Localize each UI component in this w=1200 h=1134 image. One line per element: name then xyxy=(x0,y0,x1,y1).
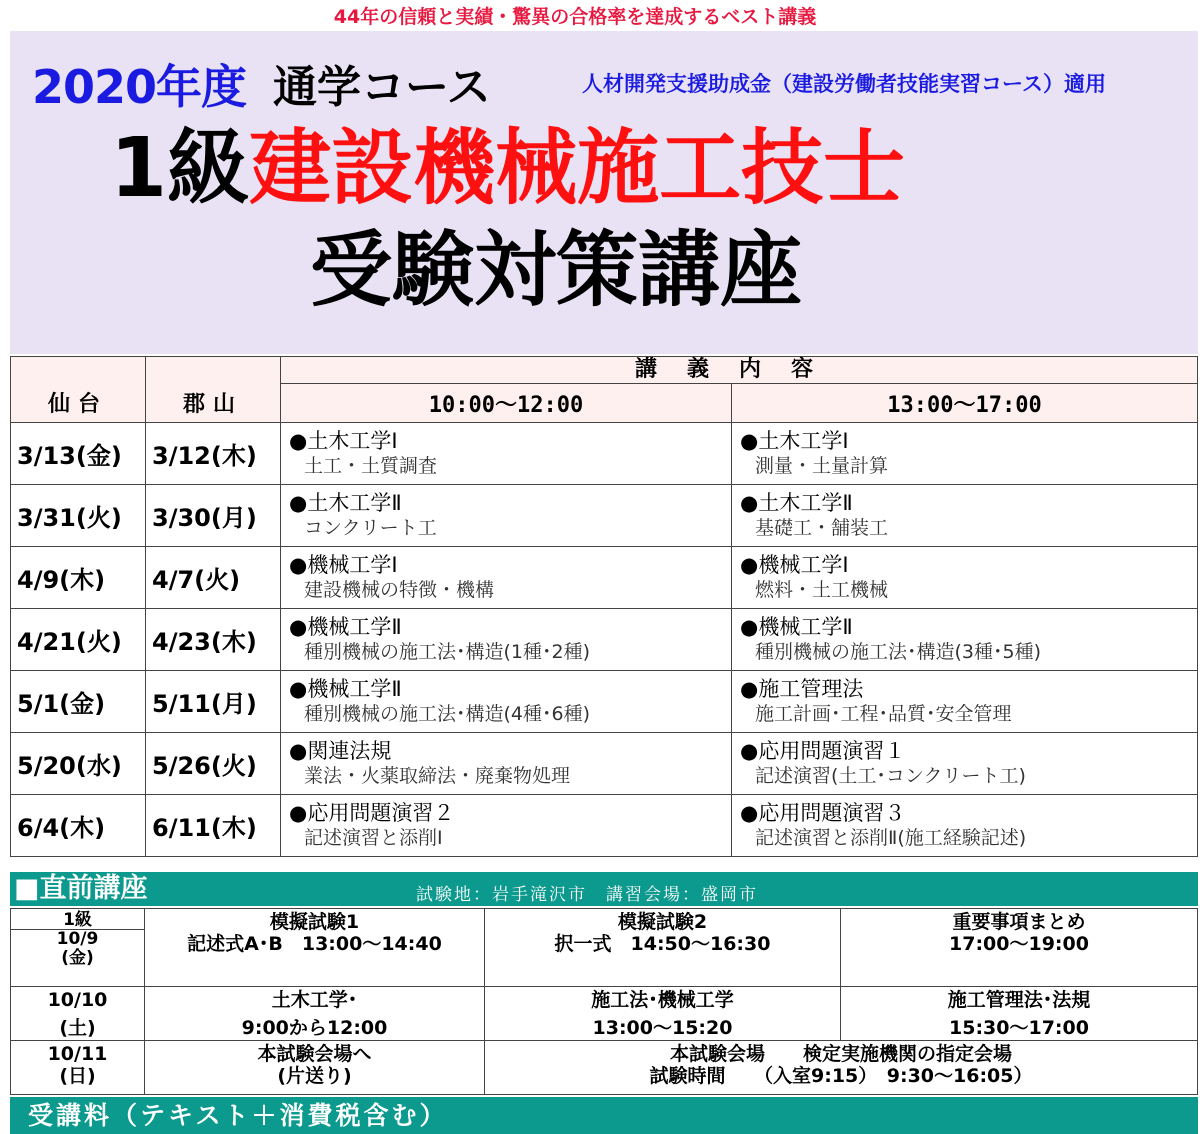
schedule-table xyxy=(10,356,1198,857)
date-text: 10/10 xyxy=(47,989,108,1011)
lecture-am xyxy=(281,547,732,609)
lecture-title: ●機械工学Ⅱ xyxy=(289,677,402,701)
pre-day3-date xyxy=(11,1041,145,1095)
lecture-am xyxy=(281,795,732,857)
lecture-title: ●関連法規 xyxy=(289,739,392,763)
schedule-row xyxy=(11,423,1198,485)
lecture-detail: 測量・土量計算 xyxy=(755,455,889,477)
lecture-title: ●土木工学Ⅱ xyxy=(740,491,853,515)
session-title: 模擬試験1 xyxy=(269,911,360,933)
lecture-title: ●機械工学Ⅰ xyxy=(740,553,849,577)
course-year: 2020年度 xyxy=(32,60,247,114)
session-title: 施工法･機械工学 xyxy=(591,989,734,1011)
main-title xyxy=(110,119,905,219)
pre-level: 1級 xyxy=(11,911,144,930)
date-koriyama: 5/11(月) xyxy=(146,671,281,733)
session-title: 土木工学･ xyxy=(271,989,358,1011)
date-sendai: 4/9(木) xyxy=(11,547,146,609)
session-title: 模擬試験2 xyxy=(617,911,708,933)
pre-day1-date-text: 10/9 xyxy=(56,929,99,949)
date-koriyama: 4/7(火) xyxy=(146,547,281,609)
dow-text: (土) xyxy=(59,1017,96,1039)
date-koriyama: 3/12(木) xyxy=(146,423,281,485)
date-text: 10/11 xyxy=(47,1043,108,1065)
date-sendai: 5/1(金) xyxy=(11,671,146,733)
lecture-am xyxy=(281,671,732,733)
date-koriyama: 3/30(月) xyxy=(146,485,281,547)
lecture-pm xyxy=(732,795,1198,857)
pre-course-table xyxy=(10,908,1198,1095)
lecture-detail: 建設機械の特徴・機構 xyxy=(304,579,495,601)
pre-day1-date xyxy=(11,909,145,987)
lecture-pm xyxy=(732,609,1198,671)
pre-day2-session2 xyxy=(485,987,841,1041)
lecture-title: ●応用問題演習３ xyxy=(740,801,906,825)
pre-day3-exam xyxy=(485,1041,1198,1095)
title-level: 1級 xyxy=(110,121,250,216)
lecture-title: ●応用問題演習２ xyxy=(289,801,455,825)
schedule-row xyxy=(11,609,1198,671)
lecture-title: ●機械工学Ⅱ xyxy=(289,615,402,639)
pre-day2-session3 xyxy=(841,987,1198,1041)
pre-day2-session1 xyxy=(145,987,485,1041)
title-qualification: 建設機械施工技士 xyxy=(249,121,906,216)
lecture-detail: 記述演習(土工･コンクリート工) xyxy=(755,765,1026,787)
col-sendai: 仙台 xyxy=(11,357,146,423)
exam-venue: 本試験会場 検定実施機関の指定会場 xyxy=(669,1043,1012,1065)
lecture-detail: 種別機械の施工法･構造(1種･2種) xyxy=(304,641,591,663)
lecture-title: ●機械工学Ⅱ xyxy=(740,615,853,639)
pre-day2-date xyxy=(11,987,145,1041)
lecture-detail: 業法・火薬取締法・廃棄物処理 xyxy=(304,765,571,787)
pre-course-bar xyxy=(10,872,1198,906)
date-sendai: 3/31(火) xyxy=(11,485,146,547)
title-course-name: 受験対策講座 xyxy=(310,223,803,318)
schedule-row xyxy=(11,485,1198,547)
pre-day1-session1 xyxy=(145,909,485,987)
lecture-detail: コンクリート工 xyxy=(304,517,437,539)
pre-course-location: 試験地：岩手滝沢市 講習会場：盛岡市 xyxy=(416,885,758,905)
lecture-am xyxy=(281,485,732,547)
col-content: 講義内容 xyxy=(281,357,1198,384)
lecture-am xyxy=(281,609,732,671)
lecture-title: ●施工管理法 xyxy=(740,677,864,701)
date-koriyama: 5/26(火) xyxy=(146,733,281,795)
session-title: 重要事項まとめ xyxy=(952,911,1086,933)
lecture-pm xyxy=(732,733,1198,795)
pre-day1-session3 xyxy=(841,909,1198,987)
course-type: 通学コース xyxy=(273,62,491,113)
time-am: 10:00～12:00 xyxy=(281,384,732,423)
date-sendai: 3/13(金) xyxy=(11,423,146,485)
lecture-title: ●機械工学Ⅰ xyxy=(289,553,398,577)
lecture-am xyxy=(281,423,732,485)
hero-banner xyxy=(10,31,1198,354)
exam-time: 試験時間 （入室9:15） 9:30～16:05） xyxy=(649,1065,1033,1087)
session-detail: 13:00～15:20 xyxy=(592,1017,733,1039)
session-detail: (片送り) xyxy=(277,1065,352,1087)
subsidy-note: 人材開発支援助成金（建設労働者技能実習コース）適用 xyxy=(582,72,1106,96)
lecture-pm xyxy=(732,423,1198,485)
lecture-detail: 種別機械の施工法･構造(4種･6種) xyxy=(304,703,591,725)
pre-day1-dow: (金) xyxy=(61,948,94,968)
time-pm: 13:00～17:00 xyxy=(732,384,1198,423)
lecture-detail: 基礎工・舗装工 xyxy=(755,517,889,539)
session-title: 施工管理法･法規 xyxy=(947,989,1091,1011)
lecture-detail: 燃料・土工機械 xyxy=(755,579,889,601)
date-sendai: 6/4(木) xyxy=(11,795,146,857)
dow-text: (日) xyxy=(59,1065,96,1087)
session-detail: 17:00～19:00 xyxy=(949,933,1089,955)
schedule-row xyxy=(11,795,1198,857)
lecture-pm xyxy=(732,671,1198,733)
date-koriyama: 6/11(木) xyxy=(146,795,281,857)
fee-label: 受講料（テキスト＋消費税含む） xyxy=(28,1101,448,1130)
session-detail: 15:30～17:00 xyxy=(949,1017,1089,1039)
lecture-title: ●土木工学Ⅰ xyxy=(740,429,849,453)
lecture-detail: 種別機械の施工法･構造(3種･5種) xyxy=(755,641,1042,663)
lecture-am xyxy=(281,733,732,795)
schedule-row xyxy=(11,671,1198,733)
pre-day3-session1 xyxy=(145,1041,485,1095)
lecture-pm xyxy=(732,485,1198,547)
date-sendai: 5/20(水) xyxy=(11,733,146,795)
tagline: 44年の信頼と実績・驚異の合格率を達成するベスト講義 xyxy=(333,6,817,28)
lecture-detail: 土工・土質調査 xyxy=(304,455,438,477)
schedule-row xyxy=(11,733,1198,795)
date-sendai: 4/21(火) xyxy=(11,609,146,671)
col-koriyama: 郡山 xyxy=(146,357,281,423)
session-title: 本試験会場へ xyxy=(257,1043,372,1065)
session-detail: 記述式A･B 13:00～14:40 xyxy=(187,933,442,955)
session-detail: 9:00から12:00 xyxy=(241,1017,388,1039)
lecture-title: ●応用問題演習１ xyxy=(740,739,906,763)
lecture-title: ●土木工学Ⅰ xyxy=(289,429,398,453)
schedule-row xyxy=(11,547,1198,609)
lecture-detail: 施工計画･工程･品質･安全管理 xyxy=(755,703,1012,725)
lecture-detail: 記述演習と添削Ⅰ xyxy=(304,827,443,849)
lecture-title: ●土木工学Ⅱ xyxy=(289,491,402,515)
pre-course-title: ■直前講座 xyxy=(14,873,148,904)
fee-bar xyxy=(10,1097,1198,1134)
session-detail: 択一式 14:50～16:30 xyxy=(554,933,771,955)
lecture-detail: 記述演習と添削Ⅱ(施工経験記述) xyxy=(755,827,1027,849)
pre-day1-session2 xyxy=(485,909,841,987)
lecture-pm xyxy=(732,547,1198,609)
date-koriyama: 4/23(木) xyxy=(146,609,281,671)
